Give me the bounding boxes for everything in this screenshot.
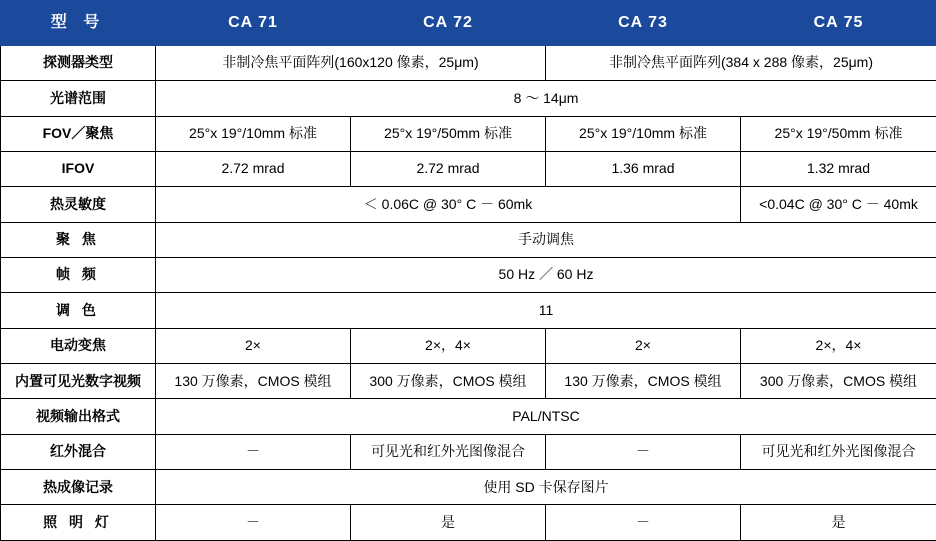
row-label: 视频输出格式	[1, 399, 156, 434]
table-cell: 130 万像素，CMOS 模组	[156, 364, 351, 399]
table-cell: 25°x 19°/10mm 标准	[156, 116, 351, 151]
table-cell: 2×，4×	[351, 328, 546, 363]
column-header-ca75: CA 75	[741, 1, 936, 46]
table-cell: 50 Hz ／ 60 Hz	[156, 258, 936, 293]
column-header-ca71: CA 71	[156, 1, 351, 46]
table-row	[1, 293, 936, 328]
row-label: 红外混合	[1, 434, 156, 469]
table-row	[1, 364, 936, 399]
table-cell: 非制冷焦平面阵列(384 x 288 像素，25μm)	[546, 46, 936, 81]
table-header	[1, 1, 936, 46]
table-cell: 11	[156, 293, 936, 328]
row-label: IFOV	[1, 152, 156, 187]
row-label: 帧 频	[1, 258, 156, 293]
table-row	[1, 399, 936, 434]
row-label: 聚 焦	[1, 222, 156, 257]
row-label: 光谱范围	[1, 81, 156, 116]
table-row	[1, 152, 936, 187]
table-cell: ＜ 0.06C @ 30° C － 60mk	[156, 187, 741, 222]
table-cell: 可见光和红外光图像混合	[741, 434, 936, 469]
table-cell: 使用 SD 卡保存图片	[156, 470, 936, 505]
table-row	[1, 328, 936, 363]
table-cell: 300 万像素，CMOS 模组	[741, 364, 936, 399]
table-cell: 2×	[156, 328, 351, 363]
table-cell: 手动调焦	[156, 222, 936, 257]
row-label: 调 色	[1, 293, 156, 328]
table-cell: 2×，4×	[741, 328, 936, 363]
table-row	[1, 116, 936, 151]
table-body	[1, 46, 936, 541]
row-label: 探测器类型	[1, 46, 156, 81]
table-cell: 1.36 mrad	[546, 152, 741, 187]
table-cell: 可见光和红外光图像混合	[351, 434, 546, 469]
table-cell: －	[156, 505, 351, 541]
table-cell: 2.72 mrad	[351, 152, 546, 187]
table-row	[1, 258, 936, 293]
row-label: 电动变焦	[1, 328, 156, 363]
table-cell: －	[546, 505, 741, 541]
table-cell: －	[156, 434, 351, 469]
table-row	[1, 434, 936, 469]
table-row	[1, 505, 936, 541]
table-cell: 是	[351, 505, 546, 541]
table-cell: 25°x 19°/10mm 标准	[546, 116, 741, 151]
table-header-row	[1, 1, 936, 46]
table-cell: <0.04C @ 30° C － 40mk	[741, 187, 936, 222]
table-cell: 8 ～ 14μm	[156, 81, 936, 116]
column-header-ca72: CA 72	[351, 1, 546, 46]
row-label: 热灵敏度	[1, 187, 156, 222]
table-cell: －	[546, 434, 741, 469]
column-header-ca73: CA 73	[546, 1, 741, 46]
row-label: FOV／聚焦	[1, 116, 156, 151]
table-cell: 非制冷焦平面阵列(160x120 像素，25μm)	[156, 46, 546, 81]
table-cell: 是	[741, 505, 936, 541]
row-label: 热成像记录	[1, 470, 156, 505]
table-cell: 25°x 19°/50mm 标准	[351, 116, 546, 151]
table-cell: 2×	[546, 328, 741, 363]
table-row	[1, 81, 936, 116]
row-label: 照 明 灯	[1, 505, 156, 541]
table-row	[1, 46, 936, 81]
table-cell: 300 万像素，CMOS 模组	[351, 364, 546, 399]
table-cell: 1.32 mrad	[741, 152, 936, 187]
table-row	[1, 470, 936, 505]
column-header-model: 型 号	[1, 1, 156, 46]
table-cell: PAL/NTSC	[156, 399, 936, 434]
table-cell: 130 万像素，CMOS 模组	[546, 364, 741, 399]
table-row	[1, 187, 936, 222]
row-label: 内置可见光数字视频	[1, 364, 156, 399]
table-row	[1, 222, 936, 257]
table-cell: 2.72 mrad	[156, 152, 351, 187]
table-cell: 25°x 19°/50mm 标准	[741, 116, 936, 151]
